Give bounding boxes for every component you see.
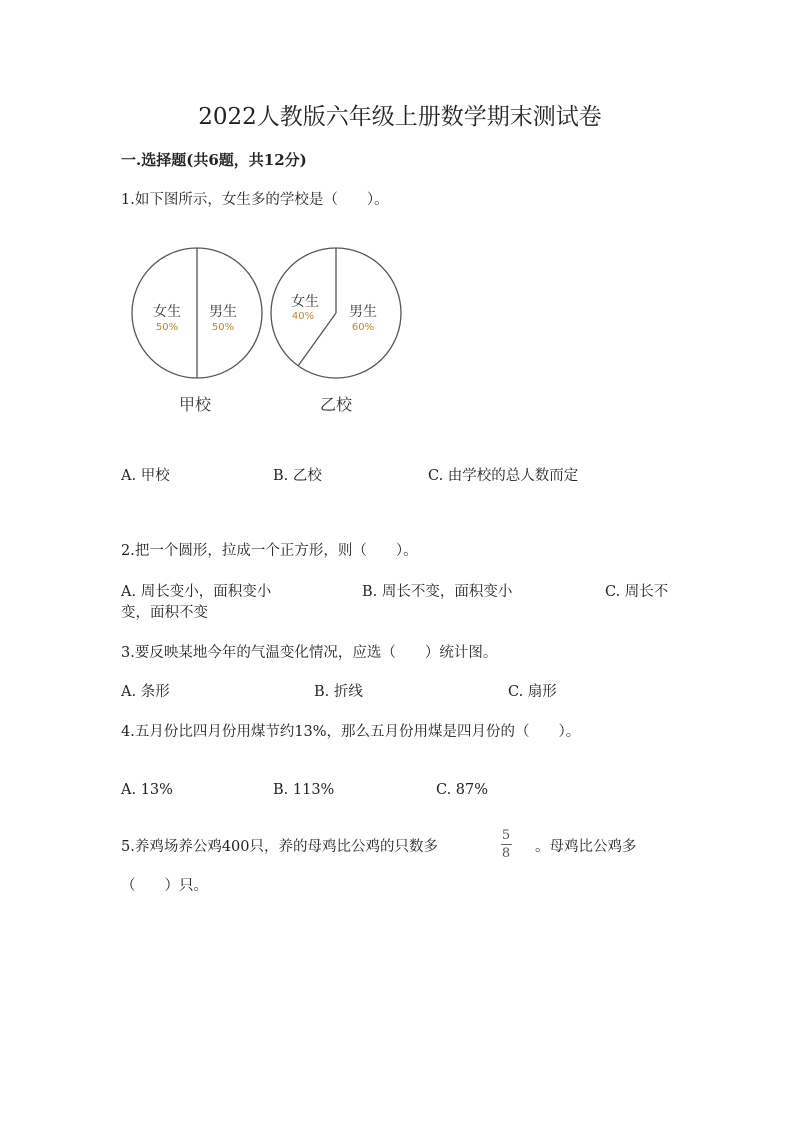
q2-option-c[interactable]: C. 周长不 [605, 584, 669, 600]
q3-option-a[interactable]: A. 条形 [121, 684, 170, 700]
question-2-text: 2.把一个圆形，拉成一个正方形，则（ ）。 [121, 543, 418, 559]
pie-jia-male-label: 男生 [209, 304, 237, 320]
q3-option-c[interactable]: C. 扇形 [508, 684, 557, 700]
fraction-numerator: 5 [501, 828, 511, 843]
pie-yi-female-percent: 40% [291, 311, 315, 322]
section-heading: 一.选择题(共6题，共12分) [121, 151, 307, 169]
fraction-bar [501, 844, 512, 845]
question-4-text: 4.五月份比四月份用煤节约13%，那么五月份用煤是四月份的（ ）。 [121, 724, 581, 740]
q2-option-c-continued: 变，面积不变 [121, 605, 208, 621]
q2-option-a[interactable]: A. 周长变小，面积变小 [121, 584, 272, 600]
question-3-text: 3.要反映某地今年的气温变化情况，应选（ ）统计图。 [121, 645, 498, 661]
q3-option-b[interactable]: B. 折线 [314, 684, 363, 700]
q4-option-a[interactable]: A. 13% [121, 782, 173, 798]
pie-yi-male-percent: 60% [351, 322, 375, 333]
pie-jia-school-label: 甲校 [178, 395, 212, 414]
pie-jia-female-percent: 50% [155, 322, 179, 333]
q2-option-b[interactable]: B. 周长不变，面积变小 [362, 584, 513, 600]
pie-jia-male-percent: 50% [211, 322, 235, 333]
question-1-pie-figure [125, 240, 415, 425]
question-5-text-after: 。母鸡比公鸡多 [535, 839, 637, 855]
fraction-denominator: 8 [501, 846, 511, 861]
page-title: 2022人教版六年级上册数学期末测试卷 [198, 104, 602, 130]
question-5-text-before: 5.养鸡场养公鸡400只，养的母鸡比公鸡的只数多 [121, 839, 439, 855]
q4-option-c[interactable]: C. 87% [436, 782, 489, 798]
pie-yi-school-label: 乙校 [319, 395, 353, 414]
question-1-text: 1.如下图所示，女生多的学校是（ ）。 [121, 192, 389, 208]
question-5-fraction [498, 828, 514, 861]
q1-option-a[interactable]: A. 甲校 [121, 468, 170, 484]
question-5-text-line2: （ ）只。 [121, 878, 208, 894]
q1-option-c[interactable]: C. 由学校的总人数而定 [428, 468, 579, 484]
pie-jia-female-label: 女生 [153, 304, 181, 320]
q1-option-b[interactable]: B. 乙校 [273, 468, 322, 484]
pie-yi-male-label: 男生 [349, 304, 377, 320]
q4-option-b[interactable]: B. 113% [273, 782, 335, 798]
pie-yi-female-label: 女生 [291, 294, 319, 310]
